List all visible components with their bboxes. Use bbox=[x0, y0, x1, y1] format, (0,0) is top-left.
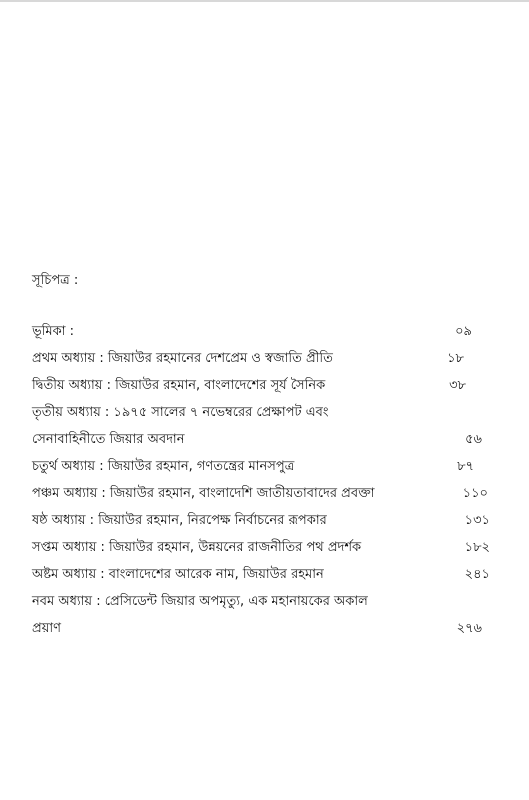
toc-entry-chapter-6 bbox=[32, 511, 490, 531]
toc-entry-title: প্রথম অধ্যায় : জিয়াউর রহমানের দেশপ্রেম ও স্বজাতি প্রীতি bbox=[32, 351, 333, 366]
top-edge-rule bbox=[0, 0, 529, 2]
toc-entry-chapter-5 bbox=[32, 484, 490, 504]
toc-entry-chapter-1 bbox=[32, 349, 490, 369]
toc-entry-chapter-8 bbox=[32, 565, 490, 585]
toc-entry-title: ষষ্ঠ অধ্যায় : জিয়াউর রহমান, নিরপেক্ষ নির্বাচনের রূপকার bbox=[32, 513, 327, 528]
toc-entry-page: ২৭৬ bbox=[456, 621, 482, 636]
toc-entry-page: ১৮২ bbox=[464, 540, 490, 555]
toc-entry-chapter-4 bbox=[32, 457, 490, 477]
table-of-contents bbox=[32, 322, 490, 646]
toc-entry-title: নবম অধ্যায় : প্রেসিডেন্ট জিয়ার অপমৃত্যু, এক মহানায়কের অকাল bbox=[32, 594, 368, 609]
toc-heading: সূচিপত্র : bbox=[32, 273, 79, 288]
toc-entry-title: সপ্তম অধ্যায় : জিয়াউর রহমান, উন্নয়নের রাজনীতির পথ প্রদর্শক bbox=[32, 540, 362, 555]
toc-entry-page: ০৯ bbox=[455, 324, 472, 339]
toc-entry-chapter-3 bbox=[32, 403, 490, 450]
toc-entry-page: ৩৮ bbox=[449, 378, 466, 393]
toc-entry-chapter-2 bbox=[32, 376, 490, 396]
toc-entry-title: চতুর্থ অধ্যায় : জিয়াউর রহমান, গণতন্ত্রের মানসপুত্র bbox=[32, 459, 295, 474]
toc-entry-title: অষ্টম অধ্যায় : বাংলাদেশের আরেক নাম, জিয়াউর রহমান bbox=[32, 567, 324, 582]
toc-entry-chapter-7 bbox=[32, 538, 490, 558]
toc-entry-page: ৮৭ bbox=[457, 459, 474, 474]
toc-entry-title: দ্বিতীয় অধ্যায় : জিয়াউর রহমান, বাংলাদেশের সূর্য সৈনিক bbox=[32, 378, 326, 393]
toc-entry-page: ১৮ bbox=[447, 351, 464, 366]
toc-entry-chapter-9 bbox=[32, 592, 490, 639]
toc-entry-title-continued: সেনাবাহিনীতে জিয়ার অবদান bbox=[32, 432, 185, 447]
toc-entry-page: ১৩১ bbox=[464, 513, 490, 528]
toc-entry-page: ৫৬ bbox=[465, 432, 482, 447]
toc-entry-title: ভূমিকা : bbox=[32, 324, 75, 339]
toc-entry-preface bbox=[32, 322, 490, 342]
toc-entry-page: ২৪১ bbox=[464, 567, 490, 582]
toc-entry-title-continued: প্রয়াণ bbox=[32, 621, 61, 636]
toc-entry-title: তৃতীয় অধ্যায় : ১৯৭৫ সালের ৭ নভেম্বরের প্রেক্ষাপট এবং bbox=[32, 405, 329, 420]
toc-entry-page: ১১০ bbox=[462, 486, 488, 501]
toc-entry-title: পঞ্চম অধ্যায় : জিয়াউর রহমান, বাংলাদেশি জাতীয়তাবাদের প্রবক্তা bbox=[32, 486, 375, 501]
